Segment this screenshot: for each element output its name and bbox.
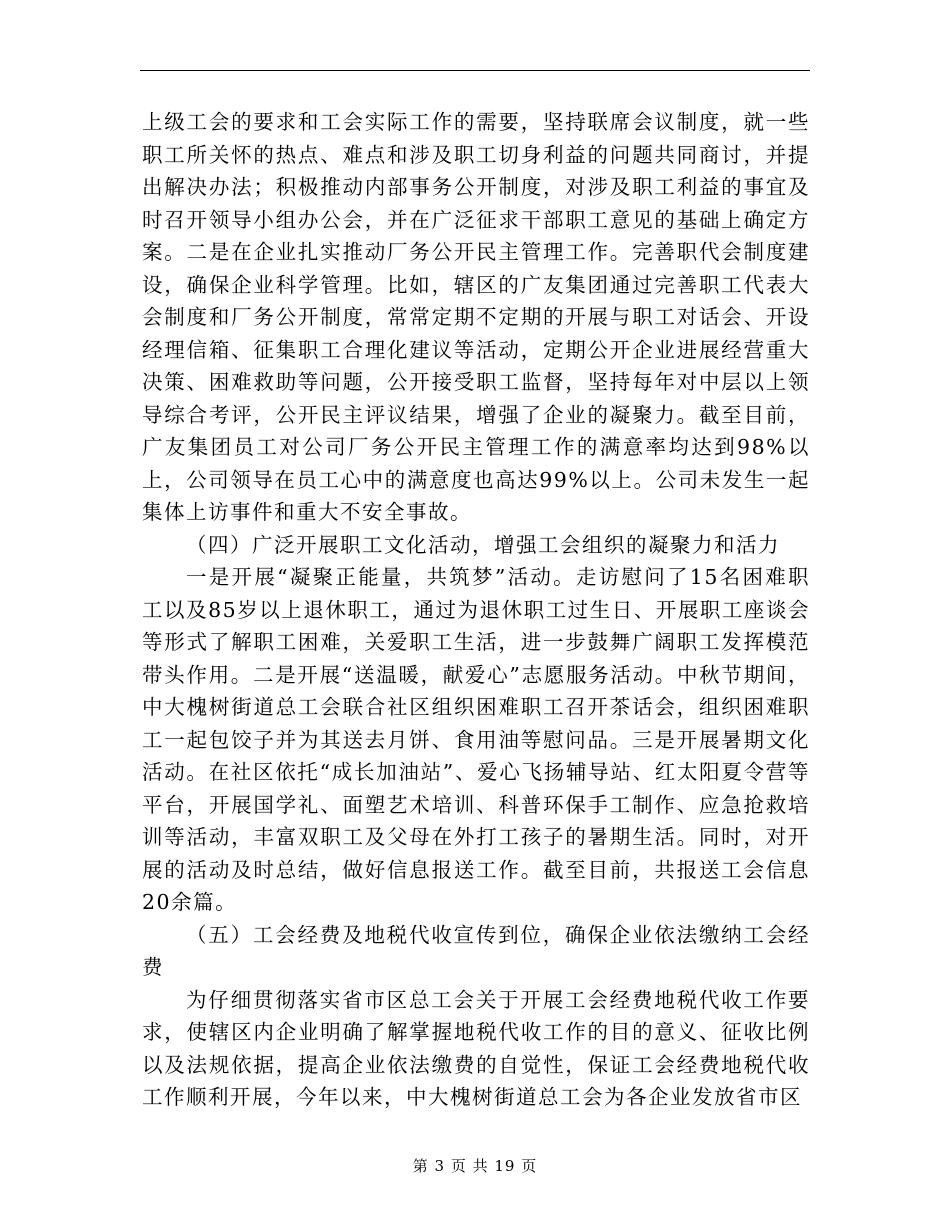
- body-paragraph-continued: 上级工会的要求和工会实际工作的需要，坚持联席会议制度，就一些职工所关怀的热点、难点和涉及职工切身利益的问题共同商讨，并提出解决办法；积极推动内部事务公开制度，对涉及职工利益的事宜及时召开领导小组办公会，并在广泛征求干部职工意见的基础上确定方案。二是在企业扎实推动厂务公开民主管理工作。完善职代会制度建设，确保企业科学管理。比如，辖区的广友集团通过完善职工代表大会制度和厂务公开制度，常常定期不定期的开展与职工对话会、开设经理信箱、征集职工合理化建议等活动，定期公开企业进展经营重大决策、困难救助等问题，公开接受职工监督，坚持每年对中层以上领导综合考评，公开民主评议结果，增强了企业的凝聚力。截至目前，广友集团员工对公司厂务公开民主管理工作的满意率均达到98%以上，公司领导在员工心中的满意度也高达99%以上。公司未发生一起集体上访事件和重大不安全事故。: [142, 110, 810, 524]
- header-rule: [140, 70, 810, 71]
- body-paragraph-tax-collection: 为仔细贯彻落实省市区总工会关于开展工会经费地税代收工作要求，使辖区内企业明确了解掌握地税代收工作的目的意义、征收比例以及法规依据，提高企业依法缴费的自觉性，保证工会经费地税代收工作顺利开展，今年以来，中大槐树街道总工会为各企业发放省市区: [142, 987, 810, 1109]
- document-body: [142, 106, 810, 1114]
- page-number-footer: 第 3 页 共 19 页: [412, 1157, 538, 1175]
- section-heading-4: （四）广泛开展职工文化活动，增强工会组织的凝聚力和活力: [186, 532, 780, 557]
- section-heading-5: （五）工会经费及地税代收宣传到位，确保企业依法缴纳工会经费: [142, 922, 810, 979]
- body-paragraph-activities: 一是开展“凝聚正能量，共筑梦”活动。走访慰问了15名困难职工以及85岁以上退休职工，通过为退休职工过生日、开展职工座谈会等形式了解职工困难，关爱职工生活，进一步鼓舞广阔职工发挥模范带头作用。二是开展“送温暖，献爱心”志愿服务活动。中秋节期间，中大槐树街道总工会联合社区组织困难职工召开茶话会，组织困难职工一起包饺子并为其送去月饼、食用油等慰问品。三是开展暑期文化活动。在社区依托“成长加油站”、爱心飞扬辅导站、红太阳夏令营等平台，开展国学礼、面塑艺术培训、科普环保手工制作、应急抢救培训等活动，丰富双职工及父母在外打工孩子的暑期生活。同时，对开展的活动及时总结，做好信息报送工作。截至目前，共报送工会信息20余篇。: [142, 565, 810, 914]
